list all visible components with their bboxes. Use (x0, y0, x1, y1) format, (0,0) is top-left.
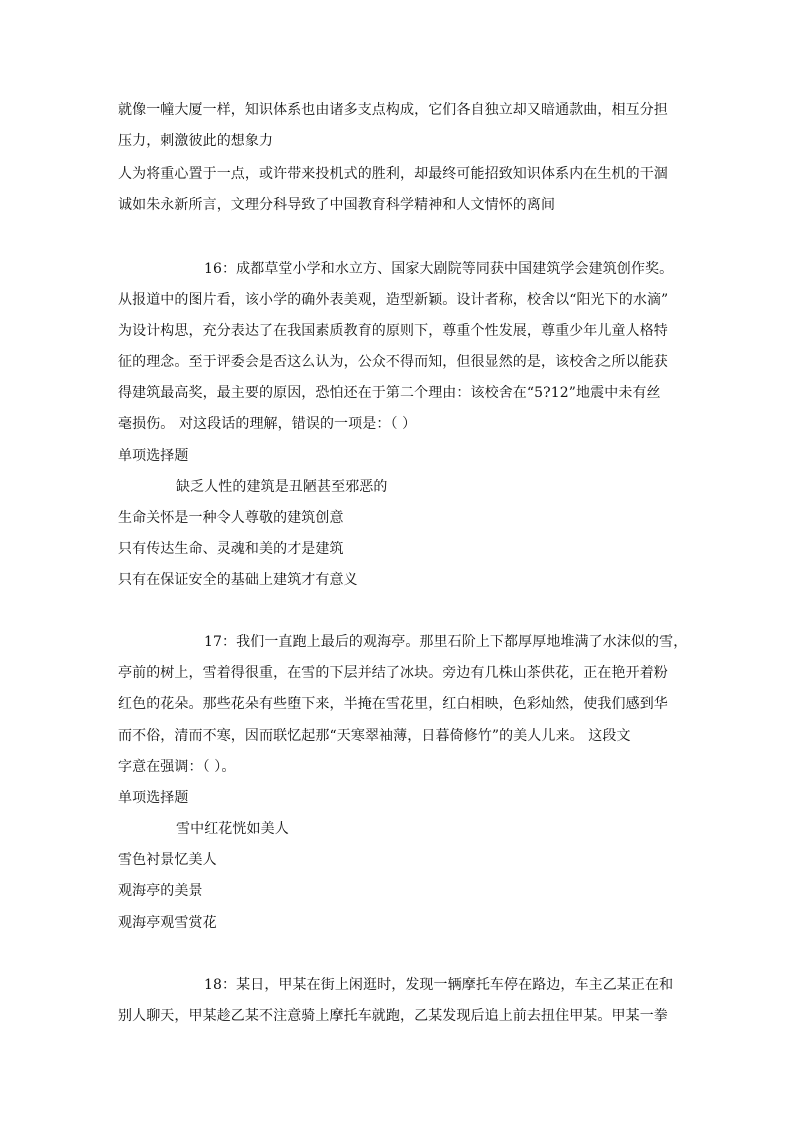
question-17-stem: 亭前的树上，雪着得很重，在雪的下层并结了冰块。旁边有几株山茶供花，正在艳开着粉 (118, 665, 668, 681)
question-16-option-a[interactable]: 缺乏人性的建筑是丑陋甚至邪恶的 (176, 479, 388, 495)
question-17-stem: 而不俗，清而不寒，因而联忆起那“天寒翠袖薄，日暮倚修竹”的美人儿来。 这段文 (118, 728, 631, 744)
question-16-stem: 得建筑最高奖，最主要的原因，恐怕还在于第二个理由：该校舍在“5?12”地震中未有丝 (118, 385, 661, 401)
question-16-stem: 16：成都草堂小学和水立方、国家大剧院等同获中国建筑学会建筑创作奖。 (204, 261, 674, 277)
question-16-stem: 征的理念。至于评委会是否这么认为，公众不得而知，但很显然的是，该校舍之所以能获 (118, 354, 668, 370)
question-16-option-c[interactable]: 只有传达生命、灵魂和美的才是建筑 (118, 541, 344, 557)
question-17-option-d[interactable]: 观海亭观雪赏花 (118, 915, 217, 931)
question-16-option-d[interactable]: 只有在保证安全的基础上建筑才有意义 (118, 572, 358, 588)
text-line: 人为将重心置于一点，或许带来投机式的胜利，却最终可能招致知识体系内在生机的干涸 (118, 166, 668, 182)
question-17-option-c[interactable]: 观海亭的美景 (118, 883, 203, 899)
question-17-option-b[interactable]: 雪色衬景忆美人 (118, 852, 217, 868)
text-line: 诚如朱永新所言，文理分科导致了中国教育科学精神和人文情怀的离间 (118, 197, 556, 213)
question-16-stem: 从报道中的图片看，该小学的确外表美观，造型新颖。设计者称，校舍以“阳光下的水滴” (118, 292, 669, 308)
text-line: 就像一幢大厦一样，知识体系也由诸多支点构成，它们各自独立却又暗通款曲，相互分担 (118, 102, 668, 118)
question-16-stem: 为设计构思，充分表达了在我国素质教育的原则下，尊重个性发展，尊重少年儿童人格特 (118, 323, 668, 339)
question-18-stem: 别人聊天，甲某趁乙某不注意骑上摩托车就跑，乙某发现后追上前去扭住甲某。甲某一拳 (118, 1008, 668, 1024)
question-17-option-a[interactable]: 雪中红花恍如美人 (176, 821, 289, 837)
question-16-stem: 毫损伤。 对这段话的理解，错误的一项是：（ ） (118, 416, 417, 432)
question-16-option-b[interactable]: 生命关怀是一种令人尊敬的建筑创意 (118, 510, 344, 526)
question-18-stem: 18：某日，甲某在街上闲逛时，发现一辆摩托车停在路边，车主乙某正在和 (204, 977, 674, 993)
question-17-stem: 17：我们一直跑上最后的观海亭。那里石阶上下都厚厚地堆满了水沫似的雪， (204, 634, 688, 650)
question-17-stem: 红色的花朵。那些花朵有些堕下来，半掩在雪花里，红白相映，色彩灿然，使我们感到华 (118, 696, 668, 712)
question-16-type: 单项选择题 (118, 448, 189, 464)
question-17-type: 单项选择题 (118, 790, 189, 806)
text-line: 压力，刺激彼此的想象力 (118, 133, 274, 149)
question-17-stem: 字意在强调：（ ）。 (118, 759, 236, 775)
